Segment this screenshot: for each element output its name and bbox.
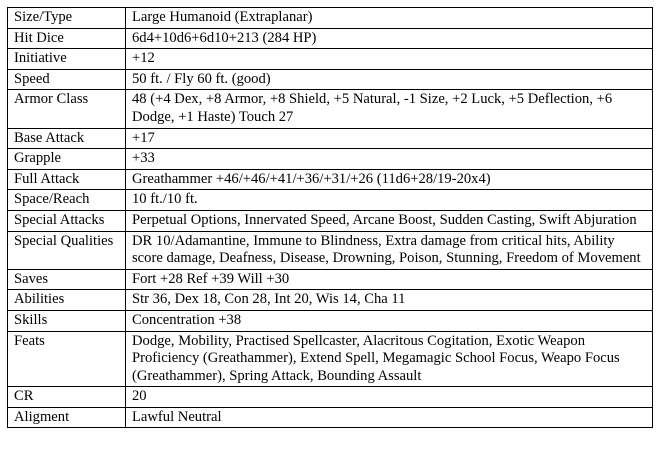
row-label: Feats [8, 331, 126, 387]
table-row-armor-class [8, 90, 653, 128]
table-row-initiative [8, 49, 653, 70]
table-row-saves [8, 269, 653, 290]
table-row-base-attack [8, 128, 653, 149]
row-value: Dodge, Mobility, Practised Spellcaster, Alacritous Cogitation, Exotic Weapon Proficiency (Greathammer), Extend Spell, Megamagic School Focus, Weapo Focus (Greathammer), Spring Attack, Bounding Assault [126, 331, 653, 387]
stat-block-table [7, 7, 653, 428]
table-row-cr [8, 387, 653, 408]
row-label: Armor Class [8, 90, 126, 128]
row-label: Space/Reach [8, 190, 126, 211]
table-row-hit-dice [8, 28, 653, 49]
table-row-feats [8, 331, 653, 387]
row-label: Size/Type [8, 8, 126, 29]
row-value: +33 [126, 149, 653, 170]
table-row-alignment [8, 407, 653, 428]
table-row-abilities [8, 290, 653, 311]
row-value: Large Humanoid (Extraplanar) [126, 8, 653, 29]
row-value: Concentration +38 [126, 310, 653, 331]
table-row-special-attacks [8, 210, 653, 231]
row-label: Abilities [8, 290, 126, 311]
table-row-grapple [8, 149, 653, 170]
row-value: 48 (+4 Dex, +8 Armor, +8 Shield, +5 Natural, -1 Size, +2 Luck, +5 Deflection, +6 Dodge, +1 Haste) Touch 27 [126, 90, 653, 128]
table-row-full-attack [8, 169, 653, 190]
row-label: Hit Dice [8, 28, 126, 49]
row-value: DR 10/Adamantine, Immune to Blindness, Extra damage from critical hits, Ability score damage, Deafness, Disease, Drowning, Poison, Stunning, Freedom of Movement [126, 231, 653, 269]
row-label: Full Attack [8, 169, 126, 190]
row-label: Grapple [8, 149, 126, 170]
row-value: 20 [126, 387, 653, 408]
row-label: Skills [8, 310, 126, 331]
table-row-speed [8, 69, 653, 90]
row-label: Saves [8, 269, 126, 290]
row-value: +17 [126, 128, 653, 149]
table-row-size-type [8, 8, 653, 29]
row-value: Greathammer +46/+46/+41/+36/+31/+26 (11d6+28/19-20x4) [126, 169, 653, 190]
row-label: Initiative [8, 49, 126, 70]
row-value: Str 36, Dex 18, Con 28, Int 20, Wis 14, Cha 11 [126, 290, 653, 311]
row-label: Special Attacks [8, 210, 126, 231]
table-row-space-reach [8, 190, 653, 211]
row-label: Base Attack [8, 128, 126, 149]
row-value: Fort +28 Ref +39 Will +30 [126, 269, 653, 290]
row-value: +12 [126, 49, 653, 70]
table-row-special-qualities [8, 231, 653, 269]
table-row-skills [8, 310, 653, 331]
row-value: Perpetual Options, Innervated Speed, Arcane Boost, Sudden Casting, Swift Abjuration [126, 210, 653, 231]
row-value: 10 ft./10 ft. [126, 190, 653, 211]
row-label: CR [8, 387, 126, 408]
row-label: Speed [8, 69, 126, 90]
row-label: Special Qualities [8, 231, 126, 269]
row-value: 6d4+10d6+6d10+213 (284 HP) [126, 28, 653, 49]
row-value: 50 ft. / Fly 60 ft. (good) [126, 69, 653, 90]
row-label: Aligment [8, 407, 126, 428]
row-value: Lawful Neutral [126, 407, 653, 428]
